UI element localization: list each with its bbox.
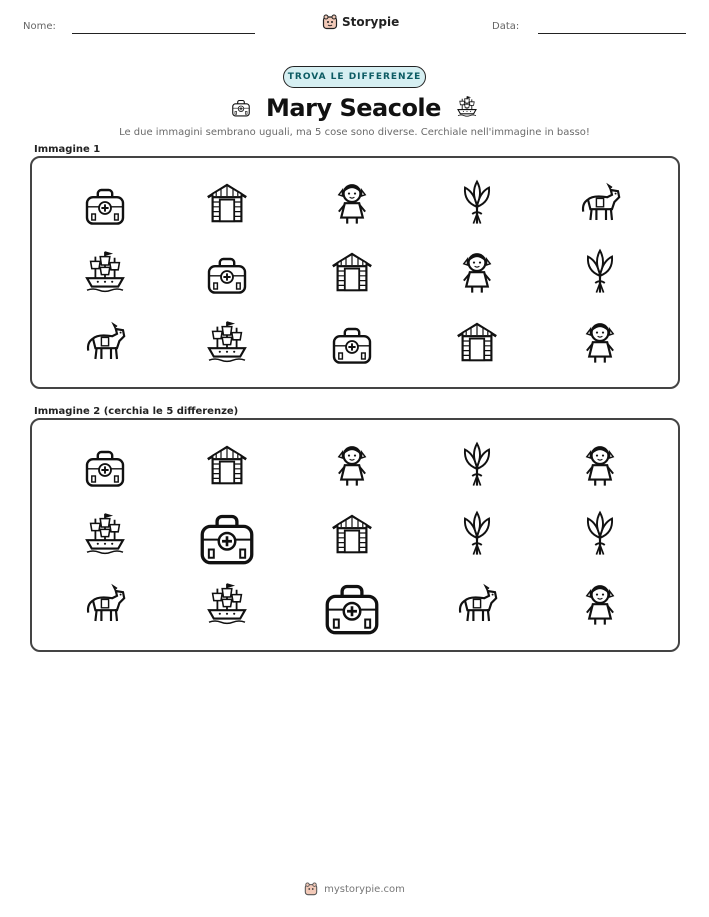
- horse-icon: [70, 311, 140, 371]
- medical-bag-icon: [230, 95, 252, 121]
- hut-icon: [317, 241, 387, 301]
- hut-icon[interactable]: [317, 503, 387, 563]
- date-line[interactable]: [538, 33, 686, 34]
- medical-bag-icon: [317, 311, 387, 371]
- medical-bag-icon[interactable]: [317, 573, 387, 633]
- page-title: Mary Seacole: [266, 94, 441, 122]
- herbs-icon[interactable]: [442, 503, 512, 563]
- ship-icon[interactable]: [192, 573, 262, 633]
- doll-icon[interactable]: [565, 573, 635, 633]
- hut-icon: [192, 172, 262, 232]
- footer-url: mystorypie.com: [324, 883, 405, 895]
- horse-icon: [565, 172, 635, 232]
- hut-icon: [442, 311, 512, 371]
- ship-icon: [70, 241, 140, 301]
- herbs-icon: [442, 172, 512, 232]
- medical-bag-icon: [192, 241, 262, 301]
- medical-bag-icon[interactable]: [70, 434, 140, 494]
- image1-label: Immagine 1: [34, 144, 101, 155]
- brand-logo: [322, 13, 399, 31]
- name-label: Nome:: [23, 21, 56, 32]
- herbs-icon[interactable]: [565, 503, 635, 563]
- brand-name: Storypie: [342, 15, 400, 29]
- medical-bag-icon[interactable]: [192, 503, 262, 563]
- name-line[interactable]: [72, 33, 255, 34]
- storypie-mascot-icon: [322, 14, 338, 30]
- herbs-icon[interactable]: [442, 434, 512, 494]
- date-label: Data:: [492, 21, 520, 32]
- ship-icon: [192, 311, 262, 371]
- activity-badge: TROVA LE DIFFERENZE: [283, 66, 426, 88]
- image2-label: Immagine 2 (cerchia le 5 differenze): [34, 406, 239, 417]
- medical-bag-icon: [70, 172, 140, 232]
- doll-icon: [317, 172, 387, 232]
- footer: [0, 880, 709, 898]
- title-row: [0, 92, 709, 124]
- horse-icon[interactable]: [70, 573, 140, 633]
- doll-icon: [442, 241, 512, 301]
- hut-icon[interactable]: [192, 434, 262, 494]
- image1-panel: [30, 156, 680, 389]
- doll-icon: [565, 311, 635, 371]
- image2-panel[interactable]: [30, 418, 680, 652]
- ship-icon[interactable]: [70, 503, 140, 563]
- storypie-mascot-icon: [304, 882, 318, 896]
- doll-icon[interactable]: [317, 434, 387, 494]
- ship-icon: [455, 94, 479, 122]
- horse-icon[interactable]: [442, 573, 512, 633]
- doll-icon[interactable]: [565, 434, 635, 494]
- herbs-icon: [565, 241, 635, 301]
- instructions: Le due immagini sembrano uguali, ma 5 cose sono diverse. Cerchiale nell'immagine in basso!: [119, 127, 590, 138]
